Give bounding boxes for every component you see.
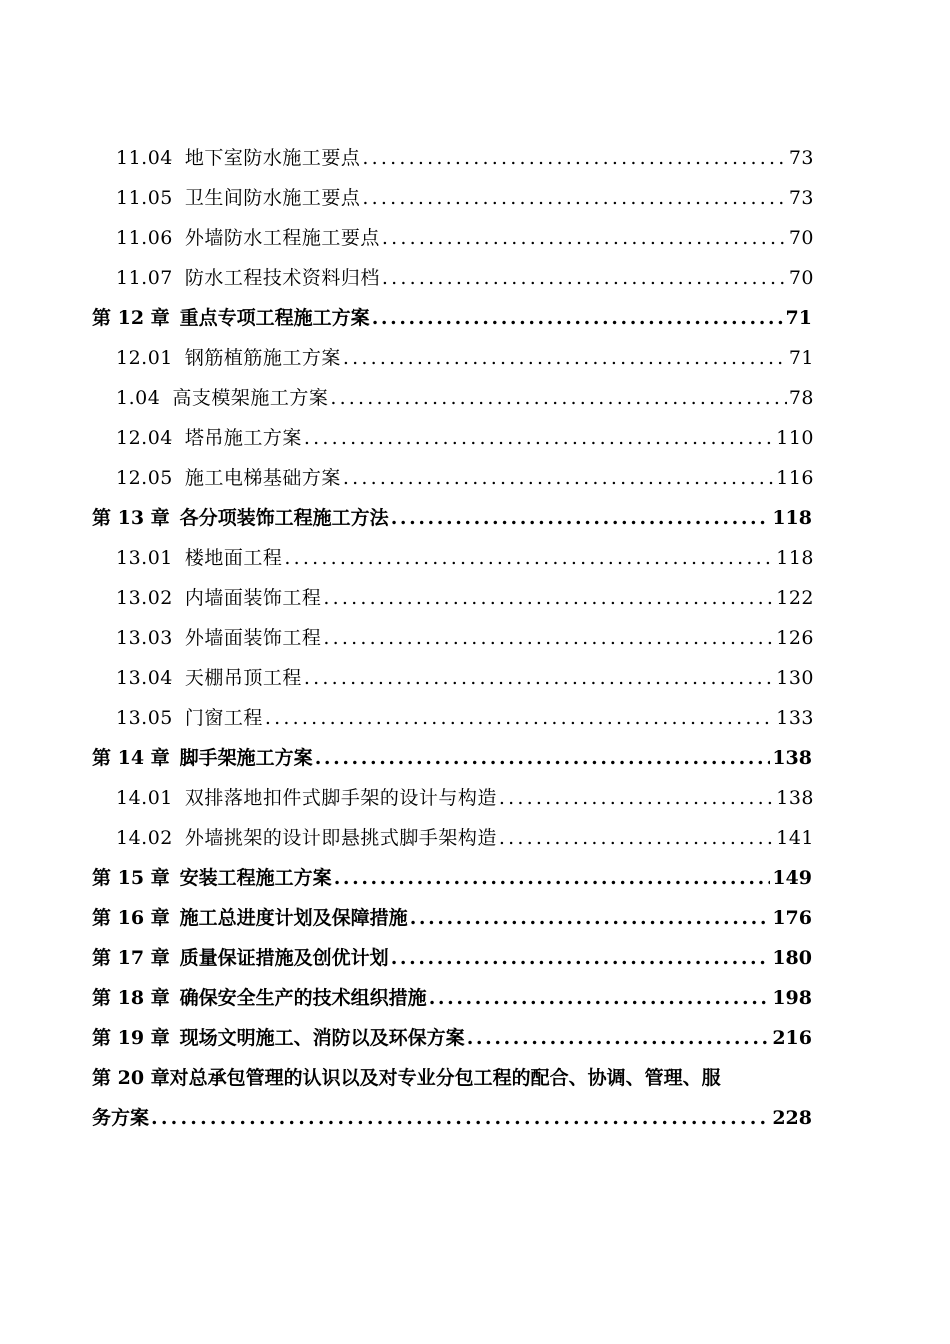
- toc-section-entry[interactable]: [0, 578, 814, 618]
- chapter-title: 各分项装饰工程施工方法: [179, 507, 389, 529]
- section-title: 塔吊施工方案: [184, 427, 302, 449]
- chapter-title: 现场文明施工、消防以及环保方案: [179, 1027, 465, 1049]
- chapter-label: 第 13 章: [92, 507, 170, 529]
- page-number: 122: [776, 587, 814, 609]
- section-number: 13.01: [116, 547, 173, 569]
- leader-dots: [343, 338, 787, 378]
- page-number: 138: [772, 747, 812, 769]
- toc-chapter-entry[interactable]: [0, 858, 812, 898]
- chapter-label: 第 19 章: [92, 1027, 170, 1049]
- leader-dots: [265, 698, 774, 738]
- section-number: 11.06: [116, 227, 173, 249]
- toc-section-entry[interactable]: [0, 458, 814, 498]
- toc-section-entry[interactable]: [0, 698, 814, 738]
- chapter-label: 第 16 章: [92, 907, 170, 929]
- toc-chapter-20-line1[interactable]: [0, 1058, 852, 1098]
- page-number: 118: [776, 547, 814, 569]
- chapter-label: 第 18 章: [92, 987, 170, 1009]
- leader-dots: [429, 978, 771, 1018]
- page-number: 73: [788, 187, 814, 209]
- leader-dots: [284, 538, 774, 578]
- section-title: 双排落地扣件式脚手架的设计与构造: [184, 787, 497, 809]
- chapter-title: 质量保证措施及创优计划: [179, 947, 389, 969]
- toc-chapter-entry[interactable]: [0, 978, 812, 1018]
- section-number: 11.07: [116, 267, 173, 289]
- section-title: 卫生间防水施工要点: [184, 187, 361, 209]
- section-number: 13.05: [116, 707, 173, 729]
- page-number: 133: [776, 707, 814, 729]
- toc-section-entry[interactable]: [0, 258, 814, 298]
- leader-dots: [323, 578, 774, 618]
- section-number: 11.04: [116, 147, 173, 169]
- toc-chapter-entry[interactable]: [0, 298, 812, 338]
- leader-dots: [304, 658, 774, 698]
- toc-section-entry[interactable]: [0, 818, 814, 858]
- leader-dots: [391, 498, 771, 538]
- section-number: 12.05: [116, 467, 173, 489]
- section-title: 外墙防水工程施工要点: [184, 227, 380, 249]
- leader-dots: [467, 1018, 771, 1058]
- section-number: 14.01: [116, 787, 173, 809]
- section-title: 钢筋植筋施工方案: [184, 347, 341, 369]
- toc-chapter-entry[interactable]: [0, 738, 812, 778]
- section-number: 13.02: [116, 587, 173, 609]
- page-number: 118: [772, 507, 812, 529]
- section-title: 天棚吊顶工程: [184, 667, 302, 689]
- section-title: 施工电梯基础方案: [184, 467, 341, 489]
- leader-dots: [499, 818, 774, 858]
- toc-section-entry[interactable]: [0, 538, 814, 578]
- section-title: 高支模架施工方案: [172, 387, 329, 409]
- page-number: 180: [772, 947, 812, 969]
- section-title: 防水工程技术资料归档: [184, 267, 380, 289]
- toc-chapter-entry[interactable]: [0, 498, 812, 538]
- leader-dots: [410, 898, 771, 938]
- section-title: 外墙面装饰工程: [184, 627, 322, 649]
- chapter-title-line1: 对总承包管理的认识以及对专业分包工程的配合、协调、管理、服: [169, 1067, 721, 1089]
- toc-section-entry[interactable]: [0, 178, 814, 218]
- toc-section-entry[interactable]: [0, 138, 814, 178]
- leader-dots: [330, 378, 786, 418]
- toc-section-entry[interactable]: [0, 378, 814, 418]
- toc-section-entry[interactable]: [0, 658, 814, 698]
- page-number: 228: [772, 1107, 812, 1129]
- chapter-title: 施工总进度计划及保障措施: [179, 907, 408, 929]
- chapter-label: 第 15 章: [92, 867, 170, 889]
- toc-section-entry[interactable]: [0, 778, 814, 818]
- section-number: 13.03: [116, 627, 173, 649]
- section-number: 11.05: [116, 187, 173, 209]
- toc-section-entry[interactable]: [0, 218, 814, 258]
- page-number: 71: [785, 307, 812, 329]
- chapter-label: 第 14 章: [92, 747, 170, 769]
- page-number: 70: [788, 227, 814, 249]
- section-number: 1.04: [116, 387, 161, 409]
- chapter-label: 第 17 章: [92, 947, 170, 969]
- leader-dots: [372, 298, 784, 338]
- page-number: 70: [788, 267, 814, 289]
- section-title: 内墙面装饰工程: [184, 587, 322, 609]
- toc-chapter-20-line2[interactable]: [0, 1098, 812, 1138]
- toc-chapter-entry[interactable]: [0, 898, 812, 938]
- leader-dots: [315, 738, 771, 778]
- chapter-label: 第 20 章: [92, 1067, 170, 1089]
- section-number: 12.04: [116, 427, 173, 449]
- page-number: 110: [776, 427, 814, 449]
- toc-section-entry[interactable]: [0, 418, 814, 458]
- page-number: 73: [788, 147, 814, 169]
- leader-dots: [382, 258, 787, 298]
- section-title: 外墙挑架的设计即悬挑式脚手架构造: [184, 827, 497, 849]
- page-number: 130: [776, 667, 814, 689]
- section-number: 12.01: [116, 347, 173, 369]
- section-title: 地下室防水施工要点: [184, 147, 361, 169]
- page-number: 138: [776, 787, 814, 809]
- leader-dots: [499, 778, 774, 818]
- page-number: 126: [776, 627, 814, 649]
- table-of-contents: [0, 138, 950, 1138]
- chapter-label: 第 12 章: [92, 307, 170, 329]
- toc-rows: [0, 138, 950, 1058]
- leader-dots: [362, 138, 786, 178]
- page-number: 71: [788, 347, 814, 369]
- page-number: 216: [772, 1027, 812, 1049]
- page-number: 176: [772, 907, 812, 929]
- page-number: 78: [788, 387, 814, 409]
- leader-dots: [343, 458, 774, 498]
- leader-dots: [362, 178, 786, 218]
- page-number: 198: [772, 987, 812, 1009]
- page-number: 141: [776, 827, 814, 849]
- section-title: 门窗工程: [184, 707, 263, 729]
- leader-dots: [334, 858, 771, 898]
- leader-dots: [151, 1098, 770, 1138]
- toc-chapter-entry[interactable]: [0, 1018, 812, 1058]
- chapter-title-line2: 务方案: [92, 1107, 150, 1129]
- toc-chapter-entry[interactable]: [0, 938, 812, 978]
- chapter-title: 安装工程施工方案: [179, 867, 332, 889]
- leader-dots: [391, 938, 771, 978]
- page-number: 116: [776, 467, 814, 489]
- chapter-title: 脚手架施工方案: [179, 747, 313, 769]
- leader-dots: [323, 618, 774, 658]
- leader-dots: [382, 218, 787, 258]
- section-title: 楼地面工程: [184, 547, 283, 569]
- page-number: 149: [772, 867, 812, 889]
- chapter-title: 重点专项工程施工方案: [179, 307, 370, 329]
- section-number: 13.04: [116, 667, 173, 689]
- leader-dots: [304, 418, 774, 458]
- toc-section-entry[interactable]: [0, 338, 814, 378]
- chapter-title: 确保安全生产的技术组织措施: [179, 987, 427, 1009]
- section-number: 14.02: [116, 827, 173, 849]
- toc-section-entry[interactable]: [0, 618, 814, 658]
